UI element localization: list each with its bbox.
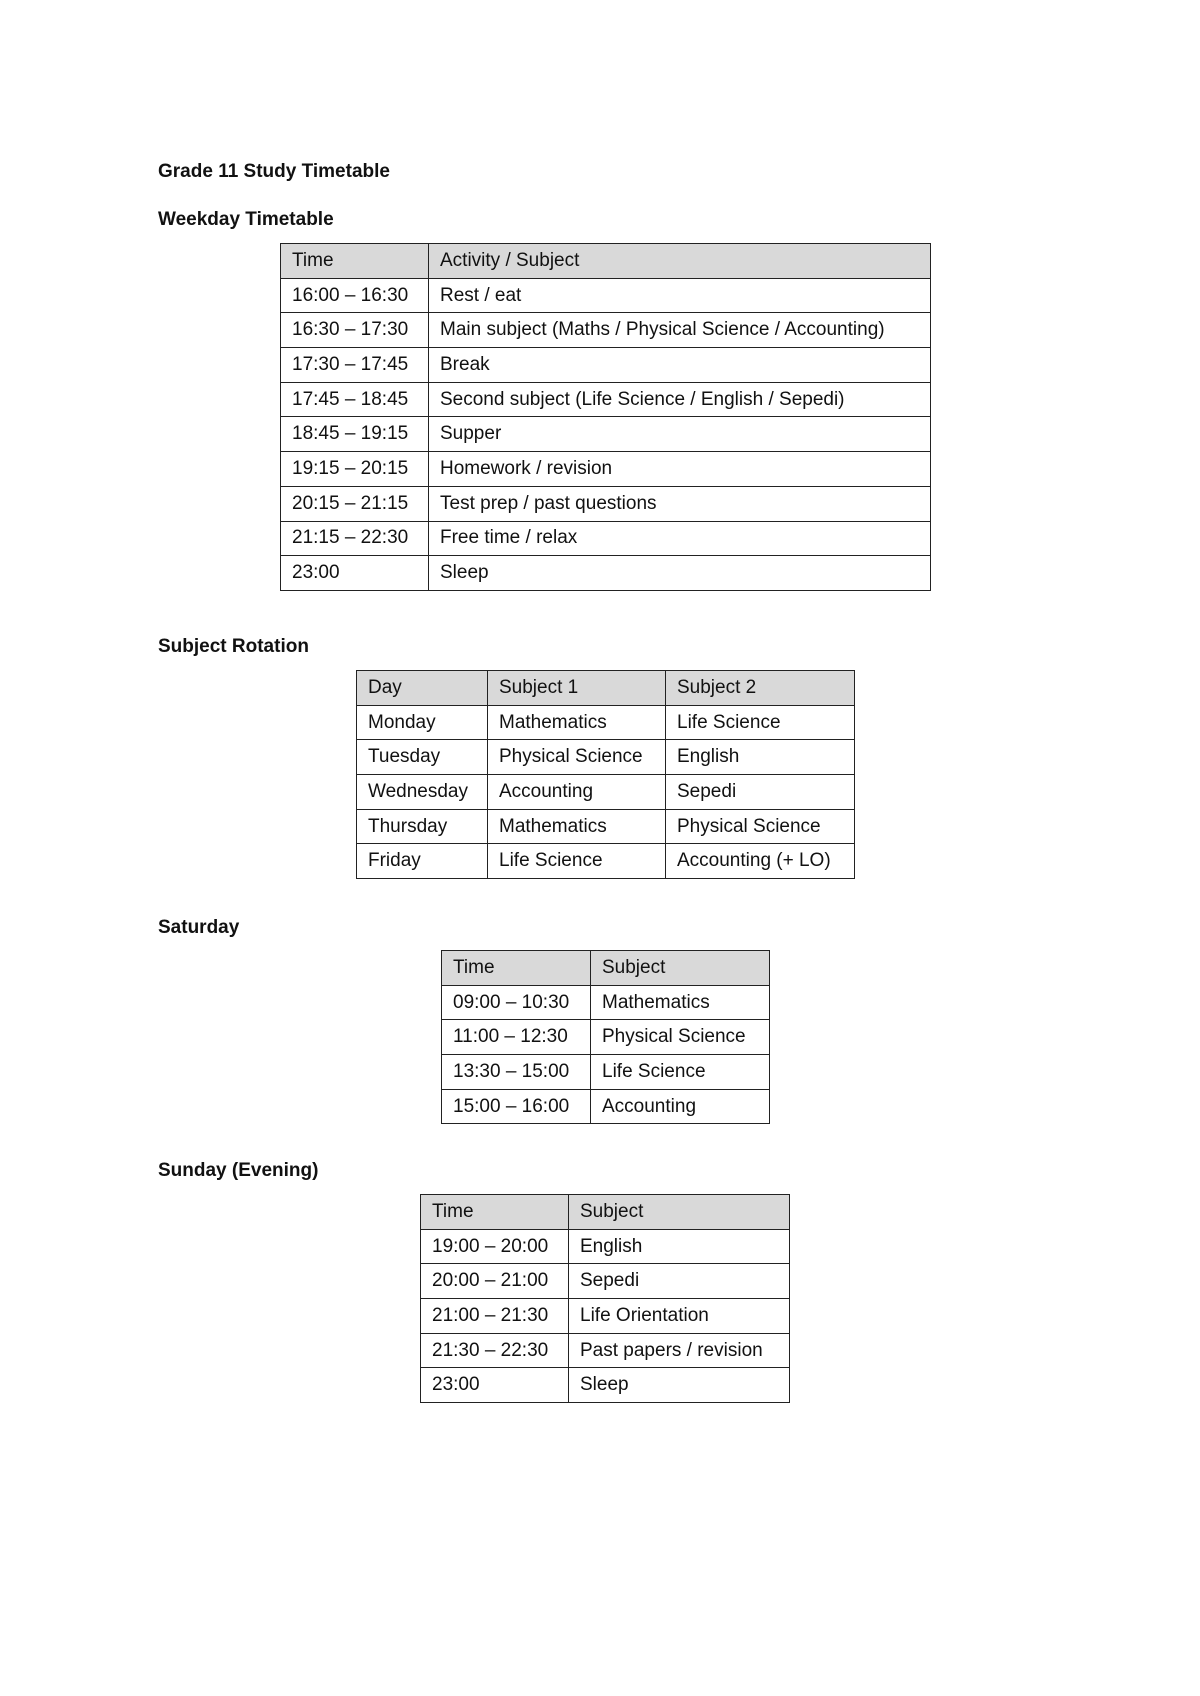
table-header-row: [281, 244, 931, 279]
table-row: [357, 705, 855, 740]
table-row: [442, 1020, 770, 1055]
table-row: [421, 1368, 790, 1403]
weekday-timetable: [280, 243, 931, 591]
table-row: [357, 775, 855, 810]
table-cell: Physical Science: [666, 809, 855, 844]
table-header-row: [357, 671, 855, 706]
page-title: Grade 11 Study Timetable: [158, 161, 390, 182]
saturday-table: [441, 950, 770, 1124]
table-row: [357, 844, 855, 879]
table-row: [281, 556, 931, 591]
table-cell: Accounting: [488, 775, 666, 810]
table-cell: Friday: [357, 844, 488, 879]
table-row: [281, 486, 931, 521]
table-row: [421, 1229, 790, 1264]
table-cell: Life Science: [488, 844, 666, 879]
column-header: Time: [421, 1195, 569, 1230]
table-cell: 23:00: [421, 1368, 569, 1403]
table-cell: Accounting (+ LO): [666, 844, 855, 879]
column-header: Subject: [591, 951, 770, 986]
table-row: [281, 417, 931, 452]
table-cell: 16:00 – 16:30: [281, 278, 429, 313]
table-cell: Free time / relax: [429, 521, 931, 556]
table-cell: 09:00 – 10:30: [442, 985, 591, 1020]
column-header: Subject 2: [666, 671, 855, 706]
subject-rotation-table: [356, 670, 855, 879]
weekday-heading: Weekday Timetable: [158, 209, 334, 230]
table-row: [357, 809, 855, 844]
table-cell: 13:30 – 15:00: [442, 1055, 591, 1090]
table-cell: English: [569, 1229, 790, 1264]
rotation-heading: Subject Rotation: [158, 636, 309, 657]
table-cell: 20:15 – 21:15: [281, 486, 429, 521]
table-cell: Wednesday: [357, 775, 488, 810]
column-header: Subject 1: [488, 671, 666, 706]
table-cell: Break: [429, 348, 931, 383]
table-cell: 15:00 – 16:00: [442, 1089, 591, 1124]
table-cell: Mathematics: [591, 985, 770, 1020]
table-row: [442, 1089, 770, 1124]
table-cell: Main subject (Maths / Physical Science / Accounting): [429, 313, 931, 348]
table-cell: Mathematics: [488, 809, 666, 844]
table-cell: Accounting: [591, 1089, 770, 1124]
table-row: [442, 1055, 770, 1090]
table-cell: Second subject (Life Science / English / Sepedi): [429, 382, 931, 417]
table-cell: Past papers / revision: [569, 1333, 790, 1368]
table-row: [421, 1333, 790, 1368]
table-cell: Supper: [429, 417, 931, 452]
table-cell: 19:15 – 20:15: [281, 452, 429, 487]
table-cell: 21:30 – 22:30: [421, 1333, 569, 1368]
table-row: [281, 348, 931, 383]
column-header: Activity / Subject: [429, 244, 931, 279]
table-cell: English: [666, 740, 855, 775]
table-header-row: [442, 951, 770, 986]
column-header: Time: [281, 244, 429, 279]
saturday-heading: Saturday: [158, 917, 240, 938]
table-cell: 17:45 – 18:45: [281, 382, 429, 417]
table-cell: Life Science: [591, 1055, 770, 1090]
table-row: [357, 740, 855, 775]
column-header: Subject: [569, 1195, 790, 1230]
table-row: [281, 313, 931, 348]
column-header: Time: [442, 951, 591, 986]
table-cell: Sleep: [569, 1368, 790, 1403]
table-cell: Life Science: [666, 705, 855, 740]
table-row: [281, 382, 931, 417]
table-cell: Mathematics: [488, 705, 666, 740]
table-cell: 21:00 – 21:30: [421, 1299, 569, 1334]
table-cell: Sleep: [429, 556, 931, 591]
table-cell: Monday: [357, 705, 488, 740]
table-cell: 19:00 – 20:00: [421, 1229, 569, 1264]
table-cell: Sepedi: [569, 1264, 790, 1299]
table-row: [421, 1299, 790, 1334]
table-cell: Physical Science: [591, 1020, 770, 1055]
table-cell: 16:30 – 17:30: [281, 313, 429, 348]
column-header: Day: [357, 671, 488, 706]
table-cell: 21:15 – 22:30: [281, 521, 429, 556]
table-cell: Rest / eat: [429, 278, 931, 313]
table-cell: Test prep / past questions: [429, 486, 931, 521]
table-row: [442, 985, 770, 1020]
table-cell: 18:45 – 19:15: [281, 417, 429, 452]
table-cell: 17:30 – 17:45: [281, 348, 429, 383]
sunday-heading: Sunday (Evening): [158, 1160, 319, 1181]
table-cell: 23:00: [281, 556, 429, 591]
table-row: [281, 278, 931, 313]
table-row: [281, 521, 931, 556]
sunday-table: [420, 1194, 790, 1403]
table-cell: Homework / revision: [429, 452, 931, 487]
table-cell: Life Orientation: [569, 1299, 790, 1334]
table-cell: Sepedi: [666, 775, 855, 810]
table-cell: 20:00 – 21:00: [421, 1264, 569, 1299]
table-header-row: [421, 1195, 790, 1230]
table-cell: Thursday: [357, 809, 488, 844]
table-row: [421, 1264, 790, 1299]
table-cell: 11:00 – 12:30: [442, 1020, 591, 1055]
table-row: [281, 452, 931, 487]
table-cell: Tuesday: [357, 740, 488, 775]
table-cell: Physical Science: [488, 740, 666, 775]
